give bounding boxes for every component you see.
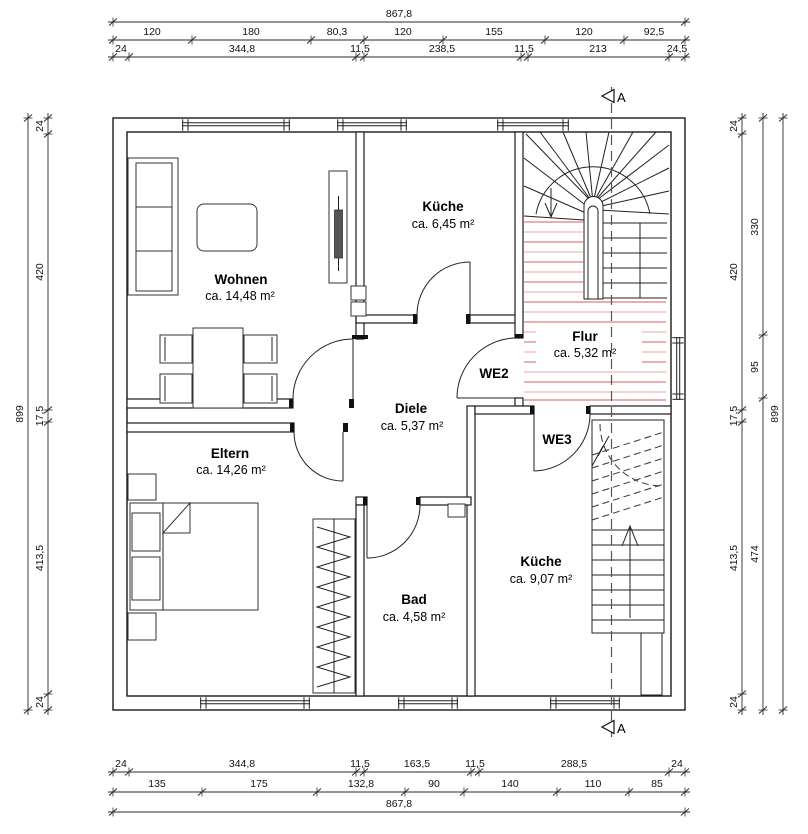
room-label-flur: Flur — [572, 329, 598, 344]
wall-we3-north-left — [475, 406, 534, 414]
unit-label-we2: WE2 — [479, 366, 509, 381]
dim-top-inner: 213 — [589, 43, 607, 55]
room-area-kueche-we3: ca. 9,07 m² — [509, 572, 573, 586]
dim-bottom-seg: 110 — [584, 778, 602, 790]
room-area-kueche-we2: ca. 6,45 m² — [411, 217, 475, 231]
dim-top-seg: 80,3 — [326, 26, 348, 38]
room-label-wohnen: Wohnen — [214, 272, 268, 287]
sofa — [128, 158, 178, 295]
dim-bottom-inner: 344,8 — [228, 758, 256, 770]
dim-bottom-seg: 175 — [250, 778, 268, 790]
section-label-bottom: A — [617, 721, 626, 736]
nightstand — [128, 474, 156, 500]
dim-left-inner: 17,5 — [34, 405, 46, 427]
room-area-diele: ca. 5,37 m² — [380, 419, 444, 433]
room-label-kueche-we2: Küche — [422, 199, 464, 214]
room-area-flur: ca. 5,32 m² — [553, 346, 617, 360]
dim-bottom-seg: 90 — [428, 778, 440, 790]
dim-bottom-inner: 11,5 — [465, 758, 485, 770]
unit-label-we3: WE3 — [542, 432, 572, 447]
dim-top-inner: 24 — [115, 43, 127, 55]
dim-right-inner: 17,5 — [728, 405, 740, 427]
dim-right-mid: 474 — [749, 545, 761, 563]
room-label-diele: Diele — [394, 401, 428, 416]
dim-top-seg: 120 — [394, 26, 412, 38]
room-label-kueche-we3: Küche — [520, 554, 562, 569]
dim-right-mid: 330 — [749, 218, 761, 236]
dim-left-total: 899 — [14, 405, 26, 423]
dim-top-inner: 11,5 — [350, 43, 370, 55]
wall-flur-west — [515, 132, 523, 338]
dim-top-inner: 24,5 — [666, 43, 688, 55]
dim-bottom-seg: 85 — [651, 778, 663, 790]
dim-bottom-seg: 132,8 — [347, 778, 375, 790]
dim-right-inner: 24 — [728, 120, 740, 132]
section-label-top: A — [617, 90, 626, 105]
dim-top-seg: 120 — [143, 26, 161, 38]
dim-top-seg: 180 — [242, 26, 260, 38]
dim-top-seg: 155 — [485, 26, 503, 38]
wall-bad-west — [356, 505, 364, 696]
dim-top-seg: 92,5 — [643, 26, 665, 38]
dim-bottom-seg: 135 — [148, 778, 166, 790]
room-label-eltern: Eltern — [210, 446, 250, 461]
nightstand — [128, 613, 156, 640]
room-area-wohnen: ca. 14,48 m² — [205, 289, 275, 303]
wall-bad-east — [467, 406, 475, 696]
wall-we3-north-right — [590, 406, 671, 414]
coffee-table — [197, 204, 257, 251]
dim-right-inner: 413,5 — [728, 544, 740, 572]
dim-left-inner: 413,5 — [34, 544, 46, 572]
bed — [130, 503, 258, 610]
tv-board — [329, 171, 347, 283]
room-area-eltern: ca. 14,26 m² — [196, 463, 266, 477]
dim-bottom-inner: 24 — [671, 758, 683, 770]
wall-kueche-south-right — [470, 315, 517, 323]
dim-top-inner: 11,5 — [514, 43, 534, 55]
wall-flur-west-stub — [515, 398, 523, 406]
dim-left-inner: 24 — [34, 696, 46, 708]
dim-bottom-seg: 140 — [501, 778, 519, 790]
dim-right-inner: 420 — [728, 263, 740, 281]
wall-eltern-north — [127, 423, 294, 432]
dim-bottom-total: 867,8 — [385, 798, 413, 810]
dim-right-total: 899 — [769, 405, 781, 423]
dim-top-inner: 344,8 — [228, 43, 256, 55]
dim-bottom-inner: 163,5 — [403, 758, 431, 770]
dim-top-total: 867,8 — [385, 8, 413, 20]
dim-top-inner: 238,5 — [428, 43, 456, 55]
bad-fixture — [448, 504, 465, 517]
room-area-bad: ca. 4,58 m² — [382, 610, 446, 624]
dim-left-inner: 24 — [34, 120, 46, 132]
dim-left-inner: 420 — [34, 263, 46, 281]
dim-top-seg: 120 — [575, 26, 593, 38]
dim-right-inner: 24 — [728, 696, 740, 708]
dim-bottom-inner: 288,5 — [560, 758, 588, 770]
wardrobe — [313, 519, 355, 693]
dim-right-mid: 95 — [749, 361, 761, 373]
dim-bottom-inner: 11,5 — [350, 758, 370, 770]
room-label-bad: Bad — [401, 592, 427, 607]
dim-bottom-inner: 24 — [115, 758, 127, 770]
